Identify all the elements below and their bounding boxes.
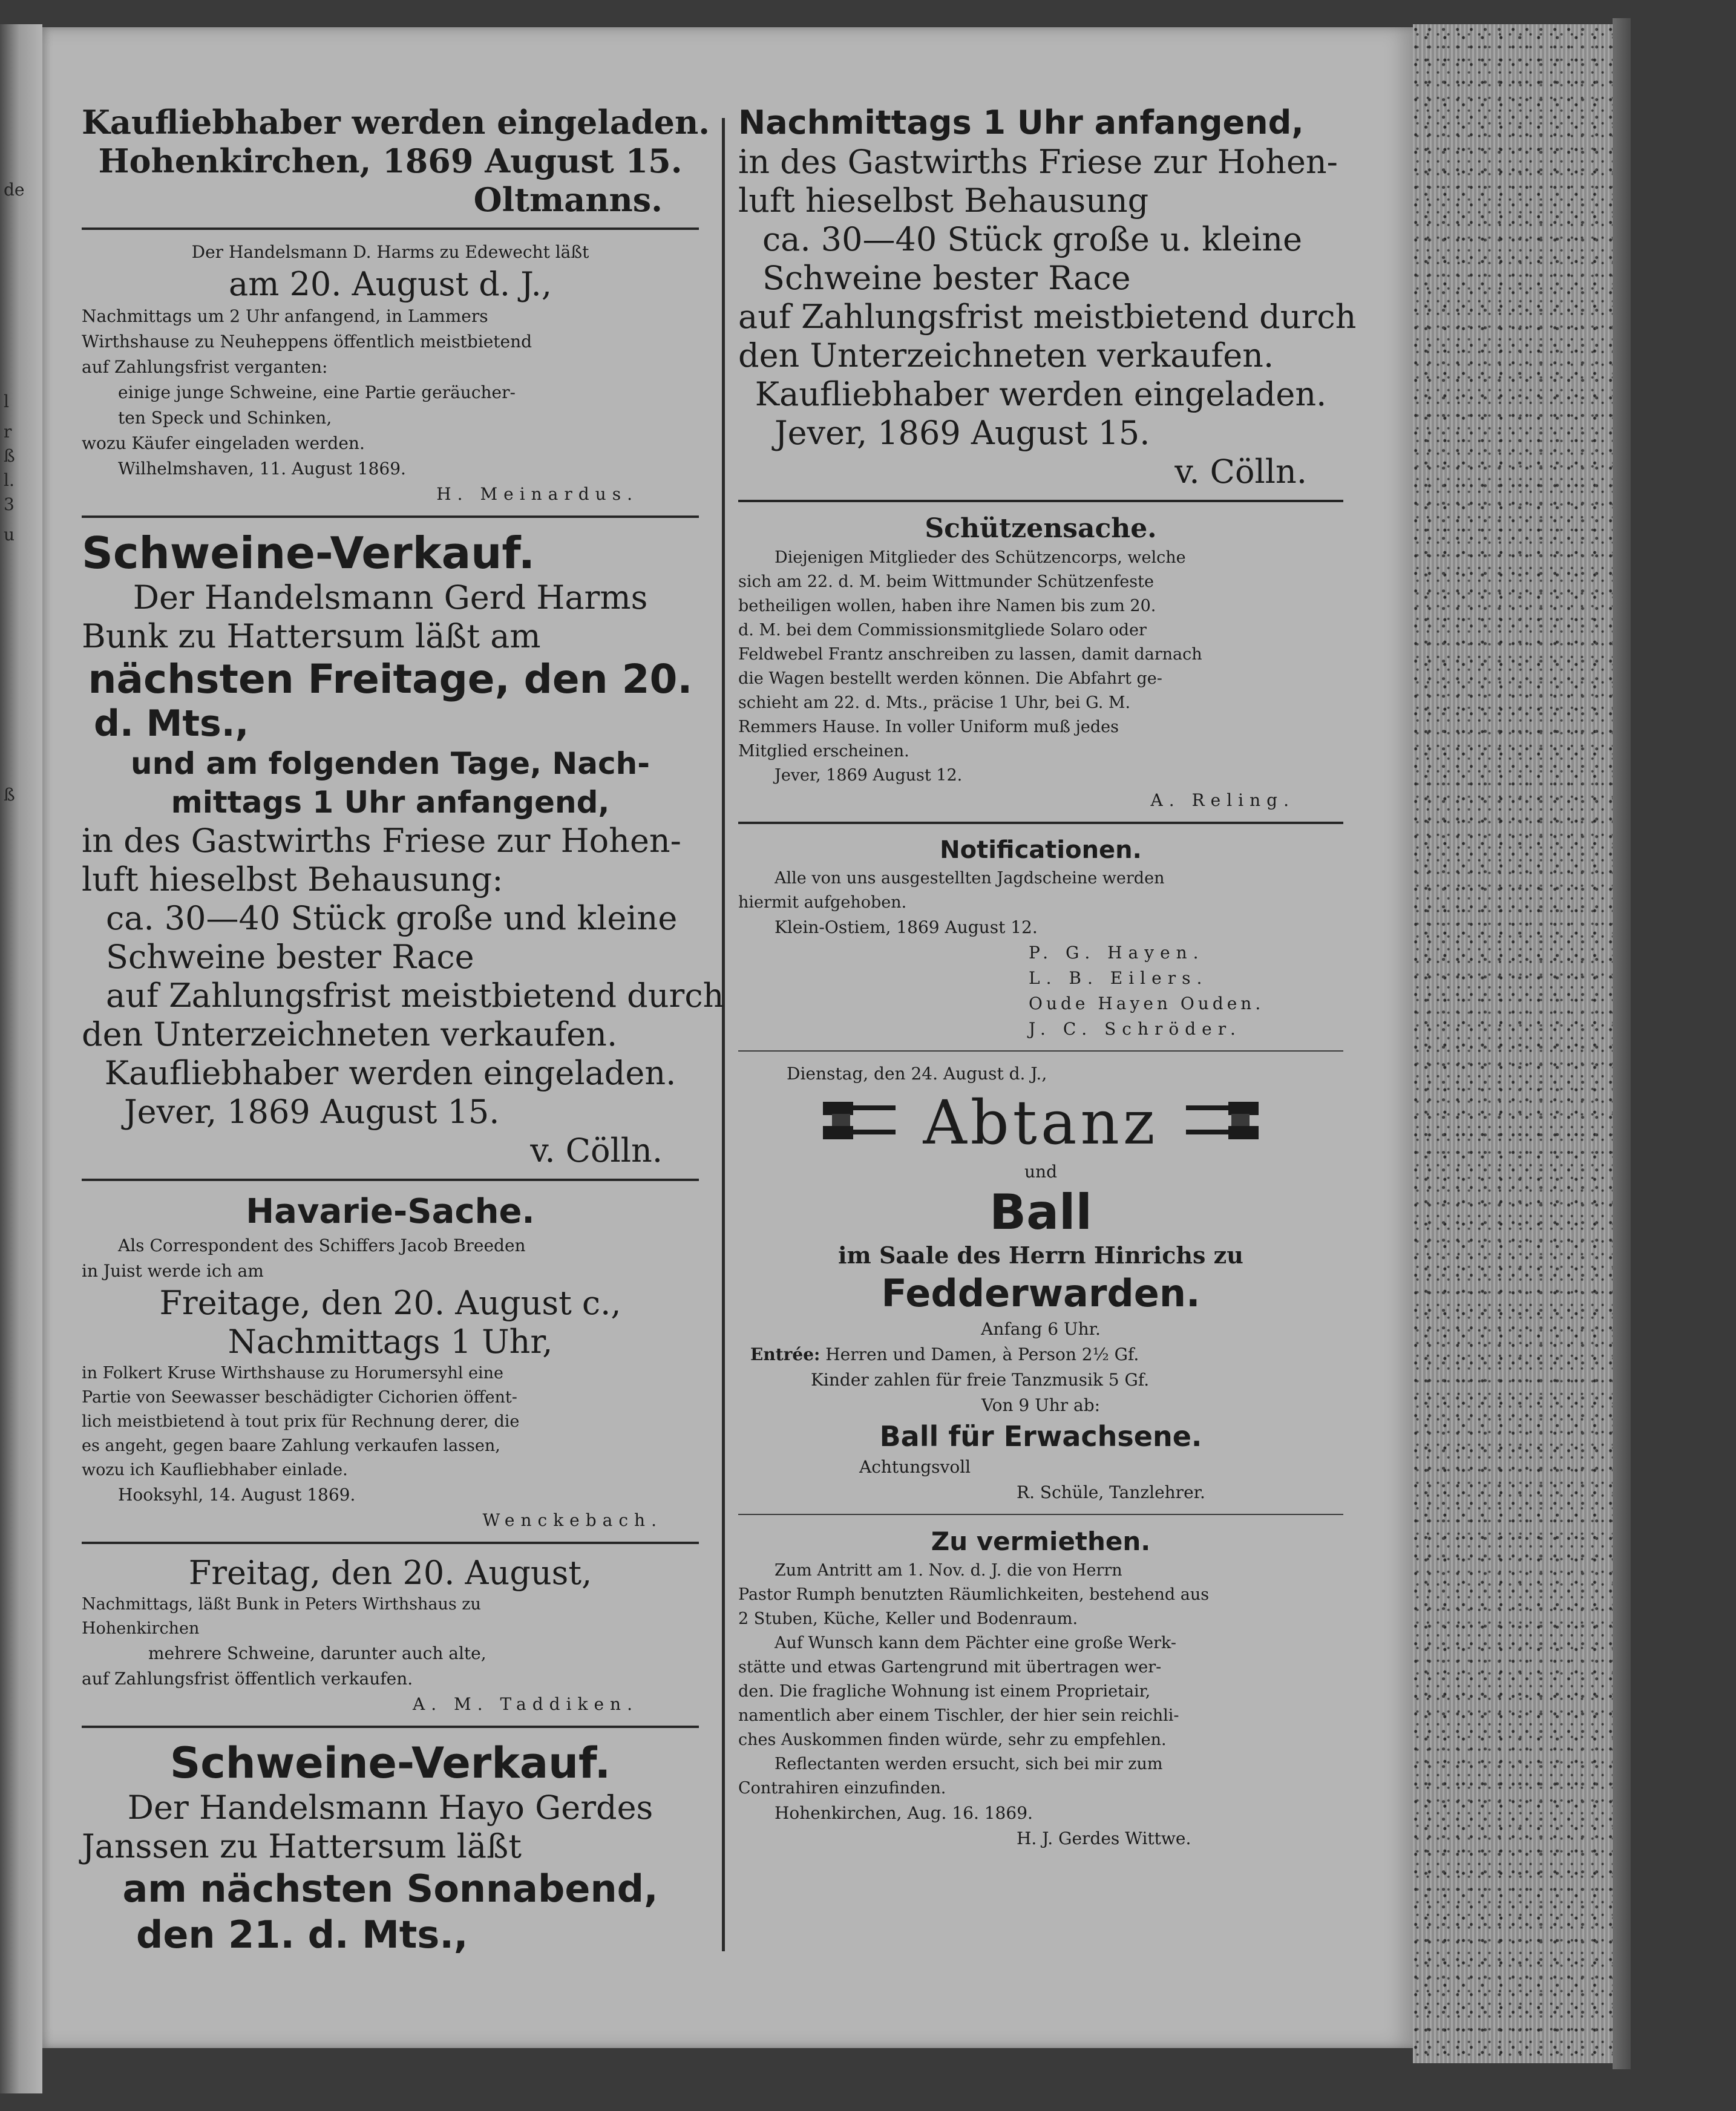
ad-line: Janssen zu Hattersum läßt bbox=[82, 1827, 522, 1865]
ad-signature: J. C. Schröder. bbox=[1029, 1019, 1242, 1039]
ad-body-line: Pastor Rumph benutzten Räumlichkeiten, bestehend aus bbox=[738, 1585, 1210, 1604]
ad-line: Jever, 1869 August 15. bbox=[775, 414, 1150, 452]
ad-place: Jever, 1869 August 12. bbox=[775, 766, 963, 785]
ad-body-line: Reflectanten werden ersucht, sich bei mir zum bbox=[775, 1755, 1163, 1773]
ad-signature: Oltmanns. bbox=[473, 180, 663, 219]
ad-bold-line: mittags 1 Uhr anfangend, bbox=[171, 785, 610, 820]
pointing-hands-right-icon bbox=[1183, 1096, 1262, 1150]
ad-place: Klein-Ostiem, 1869 August 12. bbox=[775, 917, 1038, 937]
entree-text: Herren und Damen, à Person 2½ Gf. bbox=[825, 1344, 1139, 1364]
ad-body-line: wozu ich Kaufliebhaber einlade. bbox=[82, 1461, 348, 1479]
ad-item-line: mehrere Schweine, darunter auch alte, bbox=[148, 1643, 486, 1663]
ad-body-line: Remmers Hause. In voller Uniform muß jedes bbox=[738, 718, 1119, 736]
ad-von: Von 9 Uhr ab: bbox=[981, 1395, 1101, 1415]
ad-ball-title: Ball bbox=[989, 1184, 1092, 1240]
ad-title: Schweine-Verkauf. bbox=[82, 528, 536, 578]
abtanz-title: Abtanz bbox=[923, 1087, 1159, 1158]
ad-signature: L. B. Eilers. bbox=[1029, 968, 1208, 988]
ad-body-line: hiermit aufgehoben. bbox=[738, 893, 907, 912]
ad-place: Hohenkirchen, Aug. 16. 1869. bbox=[775, 1803, 1033, 1823]
ad-line: Schweine bester Race bbox=[762, 259, 1131, 297]
ad-title: Notificationen. bbox=[940, 836, 1142, 864]
ad-harms-edewecht bbox=[82, 240, 699, 507]
ad-line: den Unterzeichneten verkaufen. bbox=[82, 1015, 618, 1053]
ad-und: und bbox=[1024, 1162, 1057, 1182]
ad-signature: H. J. Gerdes Wittwe. bbox=[1017, 1828, 1191, 1848]
ad-body-line: d. M. bei dem Commissionsmitgliede Solaro oder bbox=[738, 621, 1147, 640]
ad-body-line: ches Auskommen finden würde, sehr zu empfehlen. bbox=[738, 1730, 1167, 1749]
ad-line: auf Zahlungsfrist meistbietend durch bbox=[106, 977, 724, 1015]
ad-body-line: auf Zahlungsfrist verganten: bbox=[82, 357, 328, 377]
ad-intro-line: Als Correspondent des Schiffers Jacob Breeden bbox=[118, 1236, 526, 1255]
ad-place: Wilhelmshaven, 11. August 1869. bbox=[118, 459, 406, 479]
ad-separator bbox=[82, 227, 699, 230]
previous-page-edge: de l r ß 3 u l. ß bbox=[0, 24, 42, 2093]
ad-line: in des Gastwirths Friese zur Hohen- bbox=[82, 822, 681, 860]
ad-line: Der Handelsmann Hayo Gerdes bbox=[127, 1789, 653, 1827]
ad-body-line: Mitglied erscheinen. bbox=[738, 742, 909, 761]
ad-body-line: schieht am 22. d. Mts., präcise 1 Uhr, bei G. M. bbox=[738, 693, 1131, 712]
ad-body-line: namentlich aber einem Tischler, der hier sein reichli- bbox=[738, 1706, 1179, 1725]
right-column bbox=[738, 103, 1357, 1851]
ad-signature: P. G. Hayen. bbox=[1029, 943, 1205, 963]
ad-body-line: stätte und etwas Gartengrund mit übertragen wer- bbox=[738, 1658, 1162, 1677]
column-divider bbox=[722, 118, 725, 1951]
ad-body-line: den. Die fragliche Wohnung ist einem Proprietair, bbox=[738, 1682, 1151, 1701]
ad-title: Zu vermiethen. bbox=[931, 1527, 1151, 1556]
ad-separator bbox=[738, 822, 1343, 824]
left-column bbox=[82, 103, 724, 1958]
ad-line: den Unterzeichneten verkaufen. bbox=[738, 336, 1274, 375]
ad-schuetzensache bbox=[738, 512, 1343, 813]
ad-body-line: Nachmittags um 2 Uhr anfangend, in Lammers bbox=[82, 306, 488, 326]
ad-closing: wozu Käufer eingeladen werden. bbox=[82, 433, 365, 453]
ad-entree bbox=[738, 1342, 1343, 1367]
ad-zu-vermiethen bbox=[738, 1525, 1343, 1851]
ad-item-line: einige junge Schweine, eine Partie geräucher- bbox=[118, 382, 516, 402]
ad-bold-line: und am folgenden Tage, Nach- bbox=[131, 746, 650, 781]
ad-line: Jever, 1869 August 15. bbox=[124, 1093, 500, 1131]
ad-line: ca. 30—40 Stück große u. kleine bbox=[762, 220, 1303, 258]
ad-line: Schweine bester Race bbox=[106, 938, 474, 976]
ad-achtung: Achtungsvoll bbox=[859, 1457, 971, 1477]
ad-venue: im Saale des Herrn Hinrichs zu bbox=[838, 1242, 1243, 1269]
ad-body-line: Partie von Seewasser beschädigter Cichorien öffent- bbox=[82, 1388, 517, 1407]
ad-body-line: Alle von uns ausgestellten Jagdscheine werden bbox=[775, 869, 1165, 888]
ad-notificationen bbox=[738, 834, 1343, 1042]
book-page-stack bbox=[1413, 24, 1613, 2063]
ad-schweine-verkauf-continued bbox=[738, 103, 1357, 491]
ad-separator bbox=[738, 1050, 1343, 1052]
ad-body-line: es angeht, gegen baare Zahlung verkaufen lassen, bbox=[82, 1436, 500, 1455]
ad-kinder: Kinder zahlen für freie Tanzmusik 5 Gf. bbox=[811, 1370, 1150, 1390]
ad-line: in des Gastwirths Friese zur Hohen- bbox=[738, 143, 1338, 181]
ad-date: am 20. August d. J., bbox=[229, 265, 552, 303]
ad-body-line: betheiligen wollen, haben ihre Namen bis zum 20. bbox=[738, 597, 1156, 615]
ad-signature: v. Cölln. bbox=[530, 1131, 663, 1170]
ad-havarie-sache bbox=[82, 1191, 699, 1533]
ad-start: Anfang 6 Uhr. bbox=[981, 1319, 1101, 1339]
ad-body-line: Feldwebel Frantz anschreiben zu lassen, damit darnach bbox=[738, 645, 1202, 664]
ad-place: Fedderwarden. bbox=[881, 1271, 1200, 1315]
ad-schweine-verkauf-janssen bbox=[82, 1738, 699, 1958]
ad-body-line: Diejenigen Mitglieder des Schützencorps, welche bbox=[775, 548, 1186, 567]
ad-body-line: lich meistbietend à tout prix für Rechnung derer, die bbox=[82, 1412, 520, 1431]
ad-date-line: Nachmittags 1 Uhr, bbox=[228, 1323, 553, 1361]
ad-signature: H. Meinardus. bbox=[436, 484, 638, 504]
ad-bold-line: den 21. d. Mts., bbox=[136, 1913, 468, 1957]
ad-body-line: Wirthshause zu Neuheppens öffentlich meistbietend bbox=[82, 332, 532, 352]
ad-signature: v. Cölln. bbox=[1174, 453, 1307, 491]
ad-title: Schweine-Verkauf. bbox=[169, 1738, 611, 1788]
ad-body-line: in Folkert Kruse Wirthshause zu Horumersyhl eine bbox=[82, 1364, 504, 1383]
ad-separator bbox=[82, 515, 699, 518]
ad-body-line: Zum Antritt am 1. Nov. d. J. die von Herrn bbox=[775, 1561, 1122, 1580]
ad-title: Schützensache. bbox=[925, 513, 1157, 544]
ad-separator bbox=[738, 1514, 1343, 1515]
ad-title: Havarie-Sache. bbox=[246, 1192, 535, 1231]
ad-title: Freitag, den 20. August, bbox=[188, 1554, 592, 1592]
ad-bold-line: nächsten Freitage, den 20. bbox=[88, 656, 693, 702]
ad-separator bbox=[738, 500, 1343, 502]
ad-line: Hohenkirchen, 1869 August 15. bbox=[98, 142, 683, 180]
ad-signature: R. Schüle, Tanzlehrer. bbox=[1017, 1482, 1205, 1502]
ad-date: Dienstag, den 24. August d. J., bbox=[787, 1064, 1047, 1084]
ad-abtanz-ball bbox=[738, 1061, 1343, 1505]
ad-date-line: Freitage, den 20. August c., bbox=[159, 1284, 621, 1322]
ad-bunk-freitag bbox=[82, 1554, 699, 1717]
ad-signature: A. Reling. bbox=[1150, 790, 1295, 810]
ad-body-line: sich am 22. d. M. beim Wittmunder Schützenfeste bbox=[738, 572, 1154, 591]
ad-separator bbox=[82, 1179, 699, 1181]
ad-closing: auf Zahlungsfrist öffentlich verkaufen. bbox=[82, 1669, 413, 1689]
ad-body-line: die Wagen bestellt werden können. Die Abfahrt ge- bbox=[738, 669, 1162, 688]
ad-place: Hooksyhl, 14. August 1869. bbox=[118, 1485, 356, 1505]
ad-separator bbox=[82, 1726, 699, 1728]
ad-signature: A. M. Taddiken. bbox=[413, 1694, 638, 1714]
ad-line: Der Handelsmann Gerd Harms bbox=[133, 578, 648, 617]
ad-body-line: 2 Stuben, Küche, Keller und Bodenraum. bbox=[738, 1609, 1078, 1628]
ad-signature: Wenckebach. bbox=[482, 1510, 663, 1530]
ad-ball-adults: Ball für Erwachsene. bbox=[879, 1420, 1202, 1453]
ad-bold-line: am nächsten Sonnabend, bbox=[122, 1867, 658, 1911]
ad-intro: Der Handelsmann D. Harms zu Edewecht läßt bbox=[191, 242, 589, 262]
ad-bold-line: d. Mts., bbox=[94, 702, 249, 745]
abtanz-heading bbox=[738, 1087, 1343, 1159]
pointing-hands-left-icon bbox=[820, 1096, 899, 1150]
ad-line: Bunk zu Hattersum läßt am bbox=[82, 617, 541, 655]
book-cover-edge bbox=[1613, 18, 1631, 2069]
ad-item-line: ten Speck und Schinken, bbox=[118, 408, 332, 428]
ad-line: auf Zahlungsfrist meistbietend durch bbox=[738, 298, 1357, 336]
ad-line: Kaufliebhaber werden eingeladen. bbox=[755, 375, 1327, 413]
ad-body-line: Auf Wunsch kann dem Pächter eine große Werk- bbox=[775, 1634, 1177, 1652]
ad-line: Kaufliebhaber werden eingeladen. bbox=[82, 103, 710, 142]
ad-body-line: Hohenkirchen bbox=[82, 1619, 200, 1638]
ad-line: ca. 30—40 Stück große und kleine bbox=[106, 899, 678, 937]
ad-signature: Oude Hayen Ouden. bbox=[1029, 993, 1265, 1013]
ad-intro-line: in Juist werde ich am bbox=[82, 1261, 264, 1281]
ad-bold-line: Nachmittags 1 Uhr anfangend, bbox=[738, 103, 1304, 142]
ad-body-line: Contrahiren einzufinden. bbox=[738, 1779, 946, 1798]
ad-schweine-verkauf-harms bbox=[82, 528, 724, 1170]
ad-line: luft hieselbst Behausung bbox=[738, 182, 1149, 220]
entree-label: Entrée: bbox=[750, 1344, 821, 1364]
ad-line: Kaufliebhaber werden eingeladen. bbox=[104, 1054, 676, 1092]
ad-oltmanns bbox=[82, 103, 710, 219]
ad-line: luft hieselbst Behausung: bbox=[82, 860, 503, 898]
ad-body-line: Nachmittags, läßt Bunk in Peters Wirthshaus zu bbox=[82, 1595, 481, 1614]
ad-separator bbox=[82, 1542, 699, 1544]
